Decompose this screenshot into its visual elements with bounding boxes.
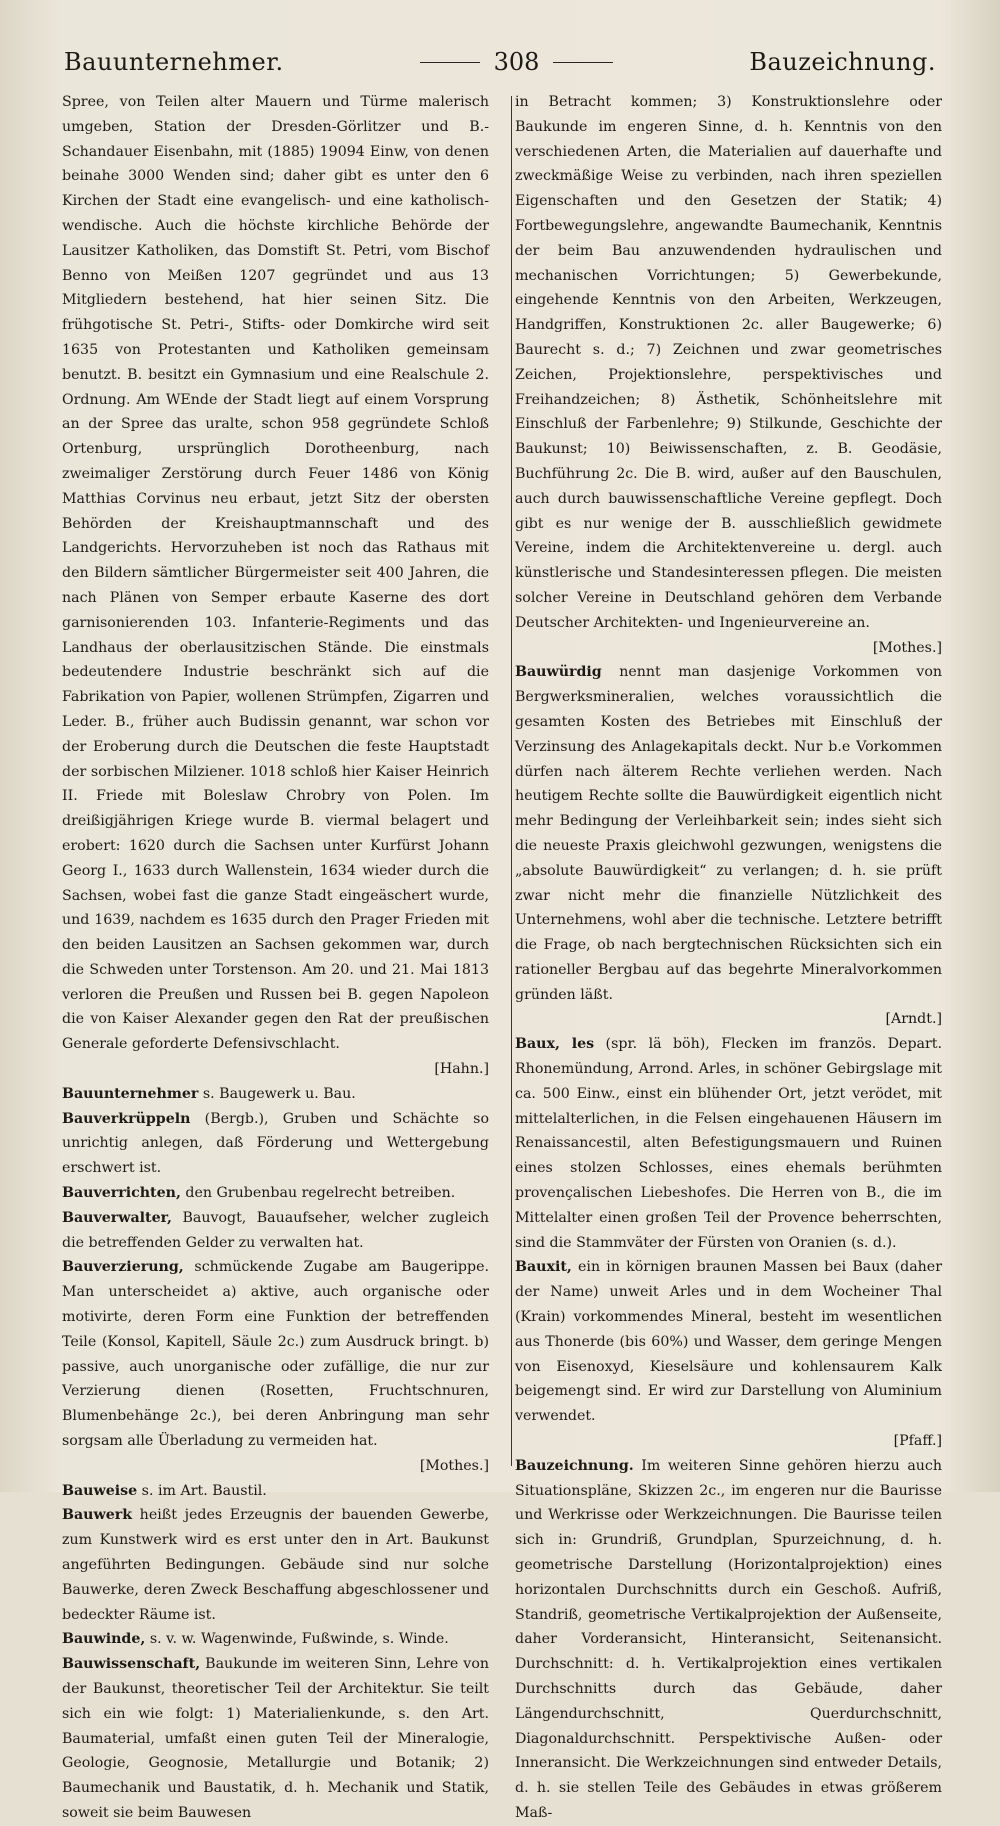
dictionary-entry bbox=[62, 1206, 489, 1256]
entry-text: (spr. lä böh), Flecken im französ. Depart. Rhonemündung, Arrond. Arles, in schöner Gebirgslage mit ca. 500 Einw., einst ein blühender Ort, jetzt verödet, mit mittelalterlichen, in die Felsen eingehauenen Häusern im Renaissancestil, alten Befestigungsmauern und Ruinen eines stolzen Schlosses, eines ehemals berühmten provençalischen Liebeshofes. Die Herren von B., die im Mittelalter einen großen Teil der Provence beherrschten, sind die Stammväter der Fürsten von Oranien (s. d.). bbox=[515, 1036, 942, 1251]
header-dash-right bbox=[553, 62, 613, 63]
entry-headword: Bauwerk bbox=[62, 1507, 133, 1524]
entry-text: s. im Art. Baustil. bbox=[137, 1482, 267, 1499]
header-right-word: Bauzeichnung. bbox=[749, 48, 936, 76]
dictionary-entry bbox=[62, 90, 489, 1082]
entry-headword: Bauweise bbox=[62, 1482, 138, 1499]
entry-text: den Grubenbau regelrecht betreiben. bbox=[180, 1185, 456, 1202]
dictionary-entry bbox=[62, 1479, 489, 1504]
entry-text: in Betracht kommen; 3) Konstruktionslehre oder Baukunde im engeren Sinne, d. h. Kenntnis von den verschiedenen Arten, die Materialien auf dauerhafte und zweckmäßige Weise zu verbinden, nach ihren speziellen Eigenschaften und den Gesetzen der Statik; 4) Fortbewegungslehre, angewandte Baumechanik, Kenntnis der beim Bau anzuwendenden hydraulischen und mechanischen Vorrichtungen; 5) Gewerbekunde, eingehende Kenntnis von den Arbeiten, Werkzeugen, Handgriffen, Konstruktionen 2c. aller Baugewerke; 6) Baurecht s. d.; 7) Zeichnen und zwar geometrisches Zeichen, Projektionslehre, perspektivisches und Freihandzeichen; 8) Ästhetik, Schönheitslehre mit Einschluß der Farbenlehre; 9) Stilkunde, Geschichte der Baukunst; 10) Beiwissenschaften, z. B. Geodäsie, Buchführung 2c. Die B. wird, außer auf den Bauschulen, auch durch bauwissenschaftliche Vereine gepflegt. Doch gibt es nur wenige der B. ausschließlich gewidmete Vereine, indem die Architektenvereine u. dergl. auch künstlerische und Standesinteressen pflegen. Die meisten solcher Vereine in Deutschland gehören dem Verbande Deutscher Architekten- und Ingenieurvereine an. bbox=[515, 94, 942, 631]
header-left-word: Bauunternehmer. bbox=[64, 48, 284, 76]
entry-headword: Bauunternehmer bbox=[62, 1085, 199, 1102]
author-signature: [Pfaff.] bbox=[893, 1433, 942, 1450]
page-number: 308 bbox=[493, 48, 540, 76]
entry-text: schmückende Zugabe am Baugerippe. Man unterscheidet a) aktive, auch organische oder motivirte, deren Form eine Funktion der betreffenden Teile (Konsol, Kapitell, Säule 2c.) zum Ausdruck bringt. b) passive, auch unorganische oder zufällige, die nur zur Verzierung dienen (Rosetten, Fruchtschnuren, Blumenbehänge 2c.), bei deren Anbringung man sehr sorgsam alle Überladung zu vermeiden hat. bbox=[62, 1259, 489, 1450]
right-column bbox=[515, 90, 942, 1821]
dictionary-entry bbox=[62, 1503, 489, 1627]
header-dash-left bbox=[420, 62, 480, 63]
entry-text: (Bergb.), Gruben und Schächte so unrichtig anlegen, daß Förderung und Wettergebung erschwert ist. bbox=[62, 1110, 489, 1177]
entry-headword: Bauverrichten, bbox=[62, 1185, 181, 1202]
entry-headword: Bauverzierung, bbox=[62, 1259, 184, 1276]
dictionary-entry bbox=[62, 1652, 489, 1826]
author-signature: [Mothes.] bbox=[419, 1457, 489, 1474]
dictionary-entry bbox=[62, 1181, 489, 1206]
entry-headword: Bauwinde, bbox=[62, 1631, 146, 1648]
entry-headword: Bauverkrüppeln bbox=[62, 1110, 191, 1127]
dictionary-entry bbox=[515, 1454, 942, 1826]
dictionary-entry bbox=[515, 1032, 942, 1255]
page-number-block bbox=[420, 48, 614, 76]
left-column bbox=[62, 90, 489, 1821]
entry-text: s. Baugewerk u. Bau. bbox=[198, 1085, 356, 1102]
entry-headword: Bauverwalter, bbox=[62, 1209, 173, 1226]
entry-headword: Bauzeichnung. bbox=[515, 1457, 634, 1474]
entry-headword: Bauwissenschaft, bbox=[62, 1656, 201, 1673]
dictionary-entry bbox=[515, 1255, 942, 1453]
dictionary-entry bbox=[515, 660, 942, 1032]
entry-text: Im weiteren Sinne gehören hierzu auch Situationspläne, Skizzen 2c., im engeren nur die Baurisse und Werkrisse oder Werkzeichnungen. Die Baurisse teilen sich in: Grundriß, Grundplan, Spurzeichnung, d. h. geometrische Darstellung (Horizontalprojektion) eines horizontalen Durchschnitts durch ein Geschoß. Aufriß, Standriß, geometrische Vertikalprojektion der Außenseite, daher Vorderansicht, Hinteransicht, Seitenansicht. Durchschnitt: d. h. Vertikalprojektion eines vertikalen Durchschnitts durch das Gebäude, daher Längendurchschnitt, Querdurchschnitt, Diagonaldurchschnitt. Perspektivische Außen- oder Inneransicht. Die Werkzeichnungen sind entweder Details, d. h. sie stellen Teile des Gebäudes in etwas größerem Maß- bbox=[515, 1457, 942, 1821]
author-signature: [Hahn.] bbox=[434, 1061, 489, 1078]
dictionary-entry bbox=[515, 90, 942, 660]
author-signature: [Arndt.] bbox=[885, 1011, 942, 1028]
entry-text: ein in körnigen braunen Massen bei Baux (daher der Name) unweit Arles und in dem Wocheiner Thal (Krain) vorkommendes Mineral, besteht im wesentlichen aus Thonerde (bis 60%) und Wasser, dem geringe Mengen von Eisenoxyd, Kieselsäure und kohlensaurem Kalk beigemengt sind. Er wird zur Darstellung von Aluminium verwendet. bbox=[515, 1259, 942, 1425]
dictionary-entry bbox=[62, 1255, 489, 1478]
running-header bbox=[64, 38, 936, 86]
text-columns bbox=[62, 90, 942, 1821]
entry-headword: Bauwürdig bbox=[515, 664, 602, 681]
dictionary-entry bbox=[62, 1082, 489, 1107]
entry-text: nennt man dasjenige Vorkommen von Bergwerksmineralien, welches voraussichtlich die gesamten Kosten des Betriebes mit Einschluß der Verzinsung des Anlagekapitals deckt. Nur b.e Vorkommen dürfen nach älterem Rechte verliehen werden. Nach heutigem Rechte sollte die Bauwürdigkeit eigentlich nicht mehr Bedingung der Verleihbarkeit sein; indes sieht sich die neueste Praxis gleichwohl gezwungen, wenigstens die „absolute Bauwürdigkeit“ zu verlangen; d. h. sie prüft zwar nicht mehr die finanzielle Nützlichkeit des Unternehmens, wohl aber die technische. Letztere betrifft die Frage, ob nach bergtechnischen Rücksichten sich ein rationeller Bergbau auf das begehrte Mineralvorkommen gründen läßt. bbox=[515, 664, 942, 1003]
entry-headword: Bauxit, bbox=[515, 1259, 572, 1276]
author-signature: [Mothes.] bbox=[872, 639, 942, 656]
entry-text: heißt jedes Erzeugnis der bauenden Gewerbe, zum Kunstwerk wird es erst unter den in Art. Baukunst angeführten Bedingungen. Gebäude sind nur solche Bauwerke, deren Zweck Beschaffung abgeschlossener und bedeckter Räume ist. bbox=[62, 1507, 489, 1623]
dictionary-entry bbox=[62, 1627, 489, 1652]
entry-text: Baukunde im weiteren Sinn, Lehre von der Baukunst, theoretischer Teil der Architektur. Sie teilt sich ein wie folgt: 1) Materialienkunde, s. den Art. Baumaterial, umfaßt einen guten Teil der Mineralogie, Geologie, Geognosie, Metallurgie und Botanik; 2) Baumechanik und Baustatik, d. h. Mechanik und Statik, soweit sie beim Bauwesen bbox=[62, 1656, 489, 1821]
dictionary-entry bbox=[62, 1107, 489, 1181]
entry-headword: Baux, les bbox=[515, 1036, 595, 1053]
entry-text: Bauvogt, Bauaufseher, welcher zugleich die betreffenden Gelder zu verwalten hat. bbox=[62, 1209, 489, 1251]
entry-text: s. v. w. Wagenwinde, Fußwinde, s. Winde. bbox=[145, 1631, 449, 1648]
entry-text: Spree, von Teilen alter Mauern und Türme malerisch umgeben, Station der Dresden-Görlitzer und B.-Schandauer Eisenbahn, mit (1885) 19094 Einw, von denen beinahe 3000 Wenden sind; daher gibt es unter den 6 Kirchen der Stadt eine evangelisch- und eine katholisch-wendische. Auch die höchste kirchliche Behörde der Lausitzer Katholiken, das Domstift St. Petri, vom Bischof Benno von Meißen 1207 gegründet und aus 13 Mitgliedern bestehend, hat hier seinen Sitz. Die frühgotische St. Petri-, Stifts- oder Domkirche wird seit 1635 von Protestanten und Katholiken gemeinsam benutzt. B. besitzt ein Gymnasium und eine Realschule 2. Ordnung. Am WEnde der Stadt liegt auf einem Vorsprung an der Spree das uralte, schon 958 gegründete Schloß Ortenburg, ursprünglich Dorotheenburg, nach zweimaliger Zerstörung durch Feuer 1486 von König Matthias Corvinus neu erbaut, jetzt Sitz der obersten Behörden der Kreishauptmannschaft und des Landgerichts. Hervorzuheben ist noch das Rathaus mit den Bildern sämtlicher Bürgermeister seit 400 Jahren, die nach Plänen von Semper erbaute Kaserne des dort garnisonierenden 103. Infanterie-Regiments und das Landhaus der oberlausitzischen Stände. Die einstmals bedeutendere Industrie beschränkt sich auf die Fabrikation von Papier, wollenen Strümpfen, Zigarren und Leder. B., früher auch Budissin genannt, war schon vor der Eroberung durch die Deutschen die feste Hauptstadt der sorbischen Milziener. 1018 schloß hier Kaiser Heinrich II. Friede mit Boleslaw Chrobry von Polen. Im dreißigjährigen Kriege wurde B. viermal belagert und erobert: 1620 durch die Sachsen unter Kurfürst Johann Georg I., 1633 durch Wallenstein, 1634 wieder durch die Sachsen, wobei fast die ganze Stadt eingeäschert wurde, und 1639, nachdem es 1635 durch den Prager Frieden mit den beiden Lausitzen an Sachsen gekommen war, durch die Schweden unter Torstenson. Am 20. und 21. Mai 1813 verloren die Preußen und Russen bei B. gegen Napoleon die von Kaiser Alexander gegen den Rat der preußischen Generale geforderte Defensivschlacht. bbox=[62, 94, 489, 1053]
